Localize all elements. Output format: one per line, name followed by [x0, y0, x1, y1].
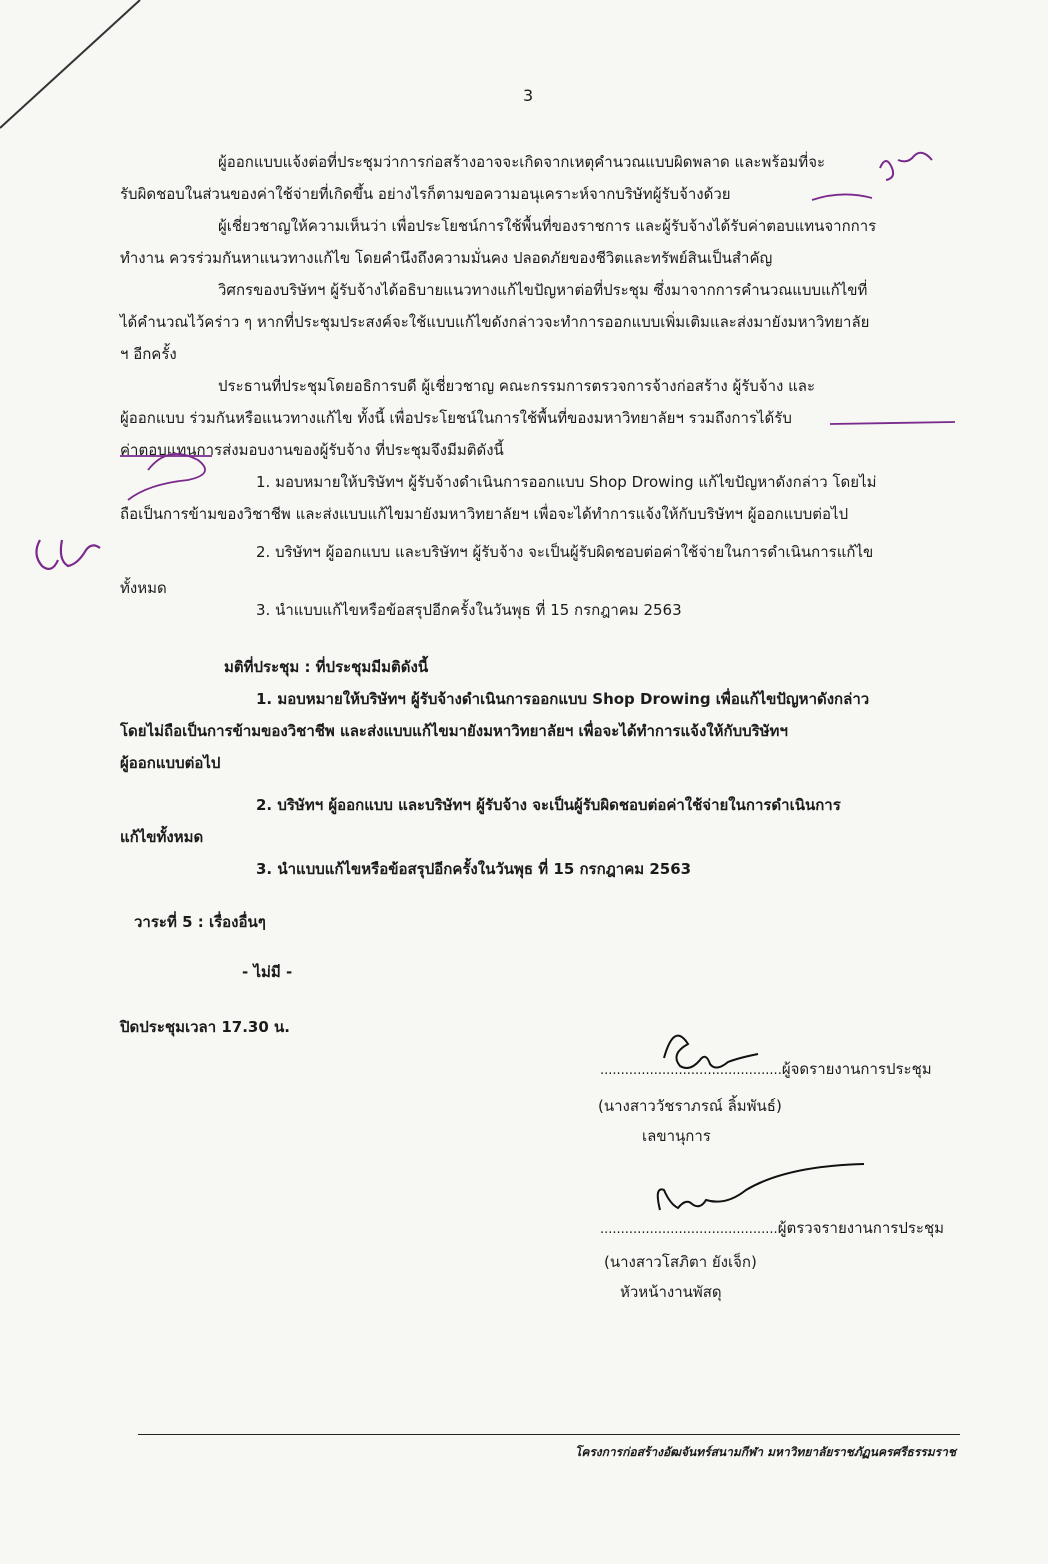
signature-reviewer	[658, 1164, 864, 1210]
paragraph-line: 1. มอบหมายให้บริษัทฯ ผู้รับจ้างดำเนินการออกแบบ Shop Drowing แก้ไขปัญหาดังกล่าว โดยไม่	[256, 473, 877, 491]
paragraph-line: ค่าตอบแทนการส่งมอบงานของผู้รับจ้าง ที่ประชุมจึงมีมติดังนี้	[120, 441, 504, 459]
signature-line: ............................................ผู้จดรายงานการประชุม	[600, 1060, 932, 1078]
signatory-position: หัวหน้างานพัสดุ	[620, 1283, 722, 1301]
annotation-mark	[812, 194, 872, 200]
paragraph-line: ผู้ออกแบบ ร่วมกันหรือแนวทางแก้ไข ทั้งนี้ เพื่อประโยชน์ในการใช้พื้นที่ของมหาวิทยาลัยฯ รวมถึงการได้รับ	[120, 409, 792, 427]
paragraph-line: ทำงาน ควรร่วมกันหาแนวทางแก้ไข โดยคำนึงถึงความมั่นคง ปลอดภัยของชีวิตและทรัพย์สินเป็นสำคัญ	[120, 249, 773, 267]
paragraph-line: 3. นำแบบแก้ไขหรือข้อสรุปอีกครั้งในวันพุธ ที่ 15 กรกฎาคม 2563	[256, 601, 682, 619]
signatory-position: เลขานุการ	[642, 1127, 711, 1145]
resolution-line: แก้ไขทั้งหมด	[120, 828, 204, 846]
annotation-initials-top	[880, 153, 932, 180]
resolution-line: ผู้ออกแบบต่อไป	[120, 754, 221, 772]
paragraph-line: 2. บริษัทฯ ผู้ออกแบบ และบริษัทฯ ผู้รับจ้าง จะเป็นผู้รับผิดชอบต่อค่าใช้จ่ายในการดำเนินการแก้ไข	[256, 543, 874, 561]
signatory-name: (นางสาวโสภิตา ยังเจ็ก)	[604, 1253, 757, 1271]
paragraph-line: ประธานที่ประชุมโดยอธิการบดี ผู้เชี่ยวชาญ คณะกรรมการตรวจการจ้างก่อสร้าง ผู้รับจ้าง และ	[218, 377, 816, 395]
annotation-circle	[128, 454, 205, 500]
paragraph-line: ผู้ออกแบบแจ้งต่อที่ประชุมว่าการก่อสร้างอาจจะเกิดจากเหตุคำนวณแบบผิดพลาด และพร้อมที่จะ	[218, 153, 826, 171]
signature-recorder	[664, 1036, 758, 1068]
signature-line: ...........................................ผู้ตรวจรายงานการประชุม	[600, 1219, 945, 1237]
paragraph-line: ถือเป็นการข้ามของวิชาชีพ และส่งแบบแก้ไขมายังมหาวิทยาลัยฯ เพื่อจะได้ทำการแจ้งให้กับบริษัทฯ ผู้ออกแบบต่อไป	[120, 505, 849, 523]
agenda5-heading: วาระที่ 5 : เรื่องอื่นๆ	[134, 913, 266, 931]
resolution-heading: มติที่ประชุม : ที่ประชุมมีมติดังนี้	[224, 658, 429, 676]
paragraph-line: ทั้งหมด	[120, 579, 167, 597]
signatory-name: (นางสาววัชราภรณ์ ลิ้มพันธ์)	[598, 1097, 782, 1115]
footer-text: โครงการก่อสร้างอัฒจันทร์สนามกีฬา มหาวิทยาลัยราชภัฏนครศรีธรรมราช	[574, 1445, 956, 1459]
resolution-line: 2. บริษัทฯ ผู้ออกแบบ และบริษัทฯ ผู้รับจ้าง จะเป็นผู้รับผิดชอบต่อค่าใช้จ่ายในการดำเนินการ	[256, 796, 841, 814]
closing-time: ปิดประชุมเวลา 17.30 น.	[120, 1018, 290, 1036]
resolution-line: 1. มอบหมายให้บริษัทฯ ผู้รับจ้างดำเนินการออกแบบ Shop Drowing เพื่อแก้ไขปัญหาดังกล่าว	[256, 690, 870, 708]
page-number: 3	[523, 86, 534, 105]
annotation-initials-left	[36, 540, 100, 569]
scan-edge-line	[0, 0, 140, 128]
paragraph-line: ผู้เชี่ยวชาญให้ความเห็นว่า เพื่อประโยชน์การใช้พื้นที่ของราชการ และผู้รับจ้างได้รับค่าตอบแทนจากการ	[218, 217, 877, 235]
paragraph-line: ได้คำนวณไว้คร่าว ๆ หากที่ประชุมประสงค์จะใช้แบบแก้ไขดังกล่าวจะทำการออกแบบเพิ่มเติมและส่งมายังมหาวิทยาลัย	[120, 313, 870, 331]
paragraph-line: ฯ อีกครั้ง	[120, 345, 177, 363]
agenda5-none: - ไม่มี -	[242, 963, 293, 981]
paragraph-line: วิศกรของบริษัทฯ ผู้รับจ้างได้อธิบายแนวทางแก้ไขปัญหาต่อที่ประชุม ซึ่งมาจากการคำนวณแบบแก้ไขที่	[218, 281, 868, 299]
paragraph-line: รับผิดชอบในส่วนของค่าใช้จ่ายที่เกิดขึ้น อย่างไรก็ตามขอความอนุเคราะห์จากบริษัทผู้รับจ้างด้วย	[120, 185, 731, 203]
resolution-line: โดยไม่ถือเป็นการข้ามของวิชาชีพ และส่งแบบแก้ไขมายังมหาวิทยาลัยฯ เพื่อจะได้ทำการแจ้งให้กับบริษัทฯ	[120, 722, 788, 740]
annotation-underline	[120, 422, 955, 456]
resolution-line: 3. นำแบบแก้ไขหรือข้อสรุปอีกครั้งในวันพุธ ที่ 15 กรกฎาคม 2563	[256, 860, 692, 878]
